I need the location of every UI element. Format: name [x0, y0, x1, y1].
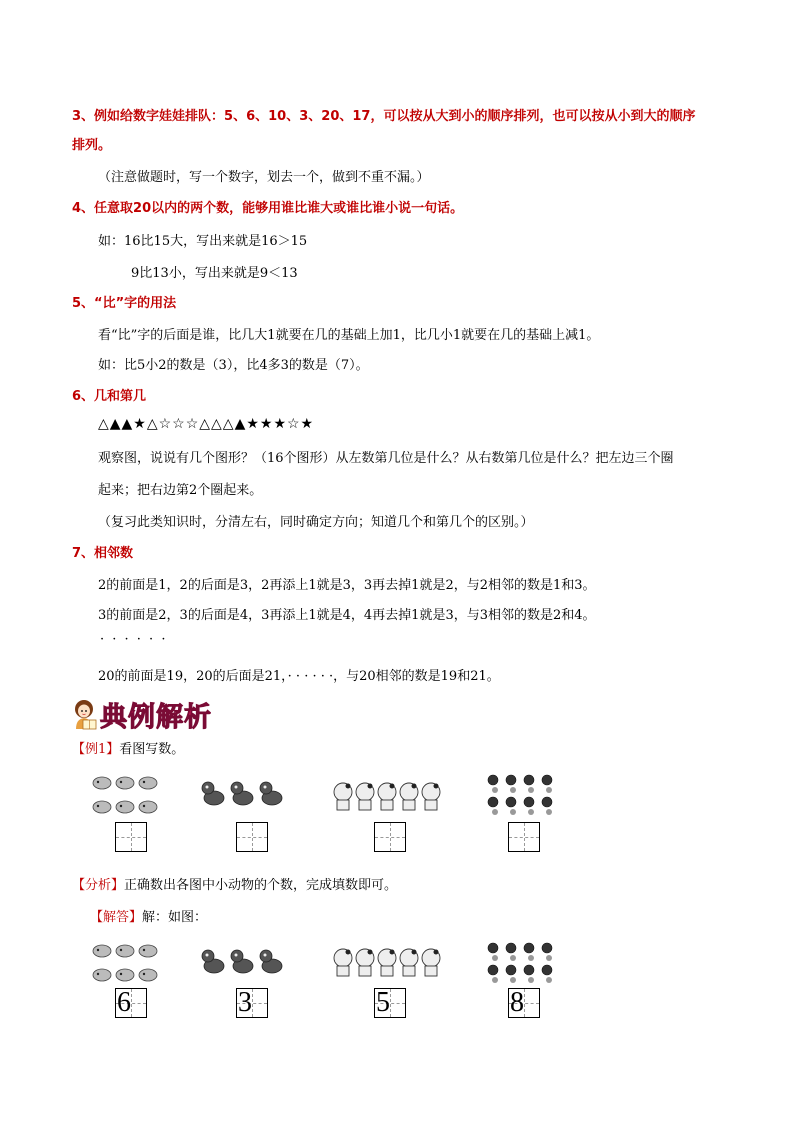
example-analysis: [72, 874, 397, 893]
example-question-text: 看图写数。: [119, 742, 185, 757]
section-title: 典例解析: [100, 702, 212, 733]
item6-note: （复习此类知识时，分清左右，同时确定方向；知道几个和第几个的区别。）: [98, 515, 534, 530]
analysis-tag: 【分析】: [72, 878, 125, 893]
answer-figure: [84, 940, 564, 1030]
section-header: [72, 695, 212, 734]
answer-box-filled-4: [508, 988, 540, 1018]
item7-line1: 2的前面是1，2的后面是3，2再添上1就是3，3再去掉1就是2，与2相邻的数是1和3。: [98, 578, 596, 593]
answer-tag: 【解答】: [90, 910, 143, 925]
answer-box-filled-3: [374, 988, 406, 1018]
answer-box-filled-2: [236, 988, 268, 1018]
item3-line1: 3、例如给数字娃娃排队：5、6、10、3、20、17，可以按从大到小的顺序排列，也可以按从小到大的顺序: [72, 109, 696, 124]
answer-number-1: 6: [117, 987, 131, 1018]
item6-title: 6、几和第几: [72, 389, 147, 404]
kitty-group-icon: [332, 946, 444, 982]
fish-group-icon: [90, 774, 160, 822]
question-figure: [84, 770, 564, 860]
answer-box-1[interactable]: [115, 822, 147, 852]
analysis-text: 正确数出各图中小动物的个数，完成填数即可。: [124, 878, 398, 893]
item7-dots: · · · · · ·: [100, 632, 168, 647]
answer-number-2: 3: [238, 987, 252, 1018]
dog-group-icon: [200, 778, 286, 818]
fish-group-icon: [90, 942, 160, 990]
kitty-group-icon: [332, 780, 444, 816]
girl-reading-icon: [72, 699, 98, 731]
bee-group-icon: [484, 772, 556, 822]
answer-number-4: 8: [510, 987, 524, 1018]
answer-box-filled-1: [115, 988, 147, 1018]
example-answer: [90, 906, 207, 925]
item6-line2: 起来；把右边第2个圈起来。: [98, 483, 263, 498]
item4-example-1: 如：16比15大，写出来就是16＞15: [98, 234, 308, 249]
item4-title: 4、任意取20以内的两个数，能够用谁比谁大或谁比谁小说一句话。: [72, 201, 464, 216]
bee-group-icon: [484, 940, 556, 990]
item5-title: 5、“比”字的用法: [72, 296, 177, 311]
item3-line2: 排列。: [72, 138, 112, 153]
example-tag: 【例1】: [72, 742, 120, 757]
answer-number-3: 5: [376, 987, 390, 1018]
item5-line1: 看“比”字的后面是谁，比几大1就要在几的基础上加1，比几小1就要在几的基础上减1。: [98, 328, 600, 343]
item7-line2: 3的前面是2，3的后面是4，3再添上1就是4，4再去掉1就是3，与3相邻的数是2和4。: [98, 608, 596, 623]
item7-title: 7、相邻数: [72, 546, 134, 561]
item4-example-2: 9比13小，写出来就是9＜13: [131, 266, 298, 281]
answer-box-4[interactable]: [508, 822, 540, 852]
answer-text: 解：如图：: [142, 910, 208, 925]
item7-line3: 20的前面是19，20的后面是21，· · · · · ·，与20相邻的数是19和21。: [98, 669, 500, 684]
item3-note: （注意做题时，写一个数字，划去一个，做到不重不漏。）: [98, 170, 430, 185]
item6-shapes: △▲▲★△☆☆☆△△△▲★★★☆★: [98, 416, 315, 432]
example-question: [72, 738, 184, 757]
answer-box-2[interactable]: [236, 822, 268, 852]
item6-line1: 观察图，说说有几个图形？（16个图形）从左数第几位是什么？从右数第几位是什么？把左边三个圈: [98, 451, 674, 466]
item5-line2: 如：比5小2的数是（3），比4多3的数是（7）。: [98, 358, 369, 373]
answer-box-3[interactable]: [374, 822, 406, 852]
dog-group-icon: [200, 946, 286, 986]
